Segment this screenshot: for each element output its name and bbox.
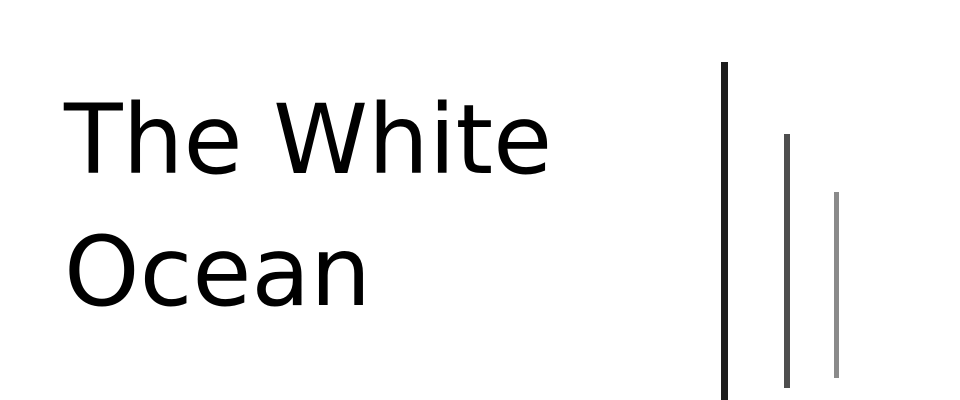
brand-title-line-1: The White	[64, 84, 553, 196]
vertical-bar-light	[834, 192, 839, 378]
brand-title	[64, 74, 552, 338]
brand-title-line-2: Ocean	[64, 216, 372, 328]
vertical-bar-dark	[721, 62, 728, 400]
vertical-bar-mid	[784, 134, 790, 388]
